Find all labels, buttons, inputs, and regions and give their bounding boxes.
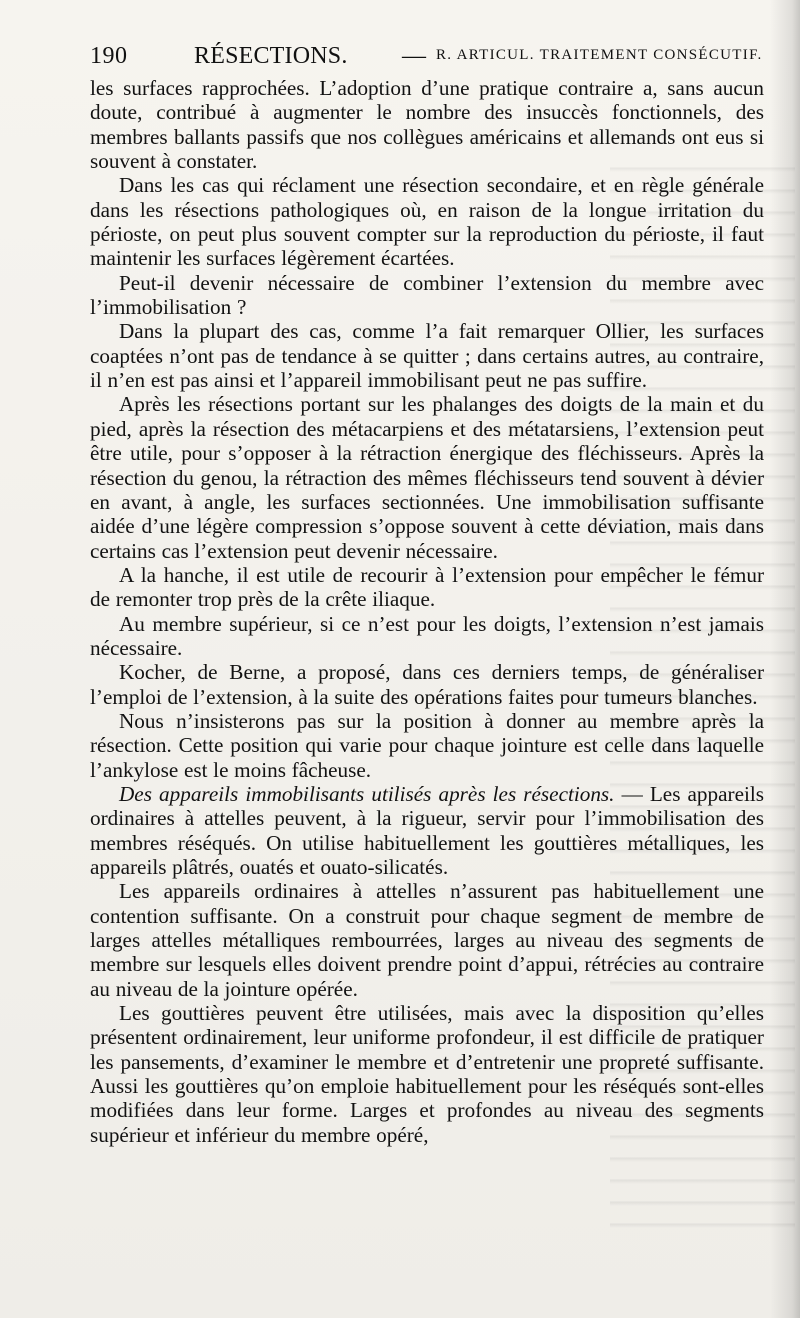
section-paragraph <box>90 782 764 879</box>
paragraph: Peut-il devenir nécessaire de combiner l’extension du membre avec l’immobilisation ? <box>90 270 764 320</box>
running-dash: — <box>402 43 426 69</box>
running-title: RÉSECTIONS. <box>194 43 348 69</box>
paragraph: Dans la plupart des cas, comme l’a fait remarquer Ollier, les surfaces coaptées n’ont pas de tendance à se quitter ; dans certains autres, au contraire, il n’en est pas ainsi et l’appareil immobilisant peut ne pas suffire. <box>90 319 764 393</box>
page-number: 190 <box>90 43 128 69</box>
section-heading: Des appareils immobilisants utilisés après les résections. <box>119 781 615 806</box>
paragraph: Les gouttières peuvent être utilisées, mais avec la disposition qu’elles présentent ordinairement, leur uniforme profondeur, il est difficile de pratiquer les pansements, d’examiner le membre et d’entretenir une propreté suffisante. Aussi les gouttières qu’on emploie habituellement pour les réséqués sont-elles modifiées dans leur forme. Larges et profondes au niveau des segments supérieur et inférieur du membre opéré, <box>90 1001 764 1147</box>
paragraph: Nous n’insisterons pas sur la position à donner au membre après la résection. Cette position qui varie pour chaque jointure est celle dans laquelle l’ankylose est le moins fâcheuse. <box>90 708 764 782</box>
running-header <box>90 43 770 71</box>
paragraph: Au membre supérieur, si ce n’est pour les doigts, l’extension n’est jamais nécessaire. <box>90 611 764 660</box>
running-subtitle: R. ARTICUL. TRAITEMENT CONSÉCUTIF. <box>436 47 763 63</box>
paragraph: Après les résections portant sur les phalanges des doigts de la main et du pied, après la résection des métacarpiens et des métatarsiens, l’extension peut être utile, pour s’opposer à la rétraction énergique des fléchisseurs. Après la résection du genou, la rétraction des mêmes fléchisseurs tend souvent à dévier en avant, à angle, les surfaces sectionnées. Une immobilisation suffisante aidée d’une légère compression s’oppose souvent à cette déviation, mais dans certains cas l’extension peut devenir nécessaire. <box>90 392 764 563</box>
paragraph-continuation: les surfaces rapprochées. L’adoption d’une pratique contraire a, sans aucun doute, contribué à augmenter le nombre des insuccès fonctionnels, des membres ballants passifs que nos collègues américains et allemands ont eus si souvent à constater. <box>90 76 764 174</box>
body-text <box>90 76 764 1147</box>
paragraph: A la hanche, il est utile de recourir à l’extension pour empêcher le fémur de remonter trop près de la crête iliaque. <box>90 562 764 612</box>
paragraph: Dans les cas qui réclament une résection secondaire, et en règle générale dans les résections pathologiques où, en raison de la longue irritation du périoste, on peut plus souvent compter sur la reproduction du périoste, il faut maintenir les surfaces légèrement écartées. <box>90 173 764 271</box>
section-paragraph-text: — Les appareils ordinaires à attelles peuvent, à la rigueur, servir pour l’immobilisation des membres réséqués. On utilise habituellement les gouttières métalliques, les appareils plâtrés, ouatés et ouato-silicatés. <box>90 781 764 879</box>
paragraph: Les appareils ordinaires à attelles n’assurent pas habituellement une contention suffisante. On a construit pour chaque segment de membre de larges attelles métalliques rembourrées, larges au niveau des segments de membre sur lesquels elles doivent prendre point d’appui, rétrécies au contraire au niveau de la jointure opérée. <box>90 879 764 1001</box>
paragraph: Kocher, de Berne, a proposé, dans ces derniers temps, de généraliser l’emploi de l’extension, à la suite des opérations faites pour tumeurs blanches. <box>90 660 764 709</box>
